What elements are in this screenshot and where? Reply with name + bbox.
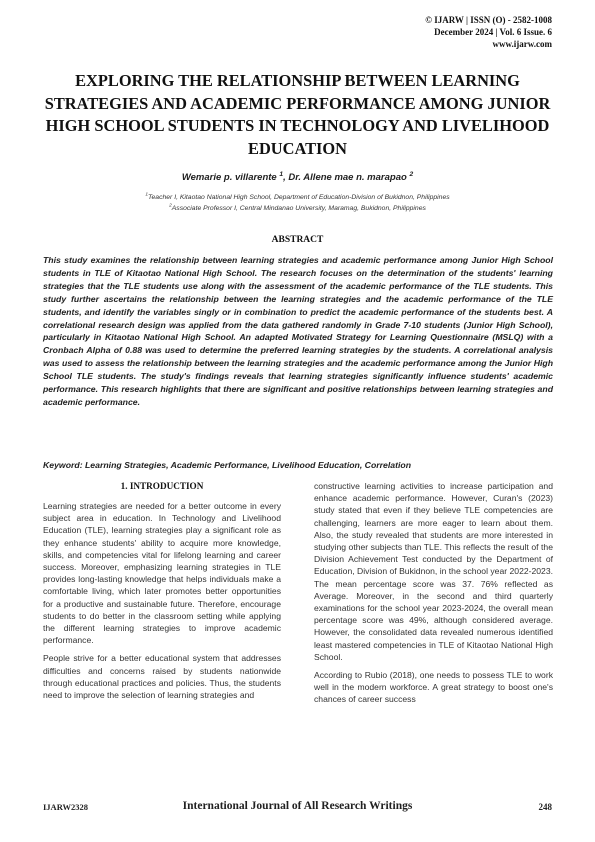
author-1: Wemarie p. villarente xyxy=(181,172,280,183)
keywords: Keyword: Learning Strategies, Academic Performance, Livelihood Education, Correlation xyxy=(43,460,412,470)
journal-issn: © IJARW | ISSN (O) - 2582-1008 xyxy=(425,15,552,25)
intro-paragraph-2: People strive for a better educational system that addresses difficulties and concerns raised by students nationwide through educational practices and policies. Thus, the students need to improve the selection of learning strategies and xyxy=(43,653,281,701)
affiliation-1-text: Teacher I, Kitaotao National High School, Department of Education-Division of Bukidnon, Philippines xyxy=(148,194,450,201)
paper-title: EXPLORING THE RELATIONSHIP BETWEEN LEARNING STRATEGIES AND ACADEMIC PERFORMANCE AMONG JUNIOR HIGH SCHOOL STUDENTS IN TECHNOLOGY AND LIVELIHOOD EDUCATION xyxy=(44,71,551,158)
affiliation-2-sup: 2 xyxy=(169,203,172,209)
affiliation-1 xyxy=(40,194,555,201)
intro-paragraph-1: Learning strategies are needed for a better outcome in every subject area in education. In Technology and Livelihood Education (TLE), learning strategies play a significant role as they enhance students' ability to acquire more knowledge, skills, and competencies vital for lifelong learning and career success. Moreover, emphasizing learning strategies in TLE provides long-lasting knowledge that helps individuals make a comfortable living, which later promotes better opportunities for a productive and sustainable future. Therefore, encourage students to do better in the classroom setting while applying the different learning strategies to improve academic performance. xyxy=(43,501,281,646)
author-line xyxy=(40,172,555,183)
journal-header xyxy=(425,14,552,50)
author-separator: , xyxy=(283,172,289,183)
page-number: 248 xyxy=(538,802,552,812)
introduction-heading: 1. INTRODUCTION xyxy=(120,481,204,491)
intro-paragraph-3: constructive learning activities to increase participation and enhance academic performance. However, Curan's (2023) study stated that even if they believe TLE competencies are challenging, learners are more eager to learn about them. Also, the study revealed that students are more interested in studying other subjects than TLE. This reflects the result of the Division Achievement Test conducted by the Department of Education, Division of Bukidnon, in the school year 2022-2023. The mean percentage score was 37. 76% reflected as Average. Moreover, in the second and third quarterly examinations for the school year 2023-2024, the overall mean percentage score was 49%, although considered average. However, the consolidated data revealed numerous identified least mastered competencies in TLE of Kitaotao National High School. xyxy=(314,481,553,662)
journal-website: www.ijarw.com xyxy=(492,39,552,49)
page-footer xyxy=(43,800,552,814)
author-2: Dr. Allene mae n. marapao xyxy=(288,172,410,183)
affiliation-2-text: Associate Professor I, Central Mindanao University, Maramag, Bukidnon, Philippines xyxy=(171,205,426,212)
footer-journal-name: International Journal of All Research Writings xyxy=(182,800,413,812)
right-column xyxy=(314,480,553,712)
intro-paragraph-4: According to Rubio (2018), one needs to possess TLE to work well in the modern workforce. A great strategy to boost one's chances of career success xyxy=(314,670,553,705)
footer-paper-id: IJARW2328 xyxy=(43,802,89,812)
journal-issue-date: December 2024 | Vol. 6 Issue. 6 xyxy=(434,27,552,37)
affiliation-1-sup: 1 xyxy=(145,192,148,198)
abstract-text: This study examines the relationship between learning strategies and academic performance among Junior High School students in TLE of Kitaotao National High School. The research focuses on the determination of the students' learning strategies that the TLE students use along with the assessment of the academic performance of the TLE students. This study further ascertains the relationship between the learning strategies and the academic performance of the TLE students, and identify the variables singly or in combination to predict the academic performance of the students best. A correlational research design was applied from the data gathered randomly in Grade 7-10 students (Junior High School), particularly in Kitaotao National High School. An adapted Motivated Strategy for Learning Questionnaire (MSLQ) with a Cronbach Alpha of 0.88 was used to determine the preferred learning strategies by the students. A correlational analysis was used to assess the relationship between the learning strategies and the academic performance among the Junior High School TLE students. The study's findings reveals that learning strategies significantly influence students' academic performance. This research highlights that there are significant and positive relationships between learning strategies and academic performance. xyxy=(43,255,553,407)
abstract-heading: ABSTRACT xyxy=(271,235,324,245)
affiliation-2 xyxy=(40,205,555,212)
author-1-sup: 1 xyxy=(279,170,284,178)
author-2-sup: 2 xyxy=(409,170,414,178)
left-column xyxy=(43,480,281,707)
